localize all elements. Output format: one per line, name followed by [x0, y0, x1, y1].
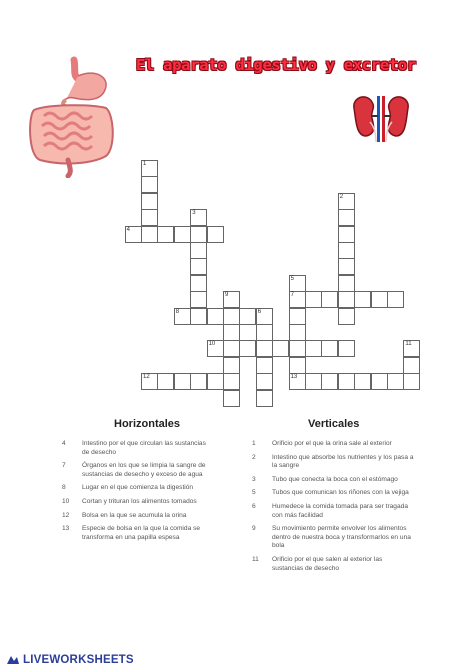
- worksheet-title: El aparato digestivo y excretor: [136, 56, 416, 74]
- crossword-cell[interactable]: [207, 340, 224, 357]
- crossword-cell[interactable]: [141, 373, 158, 390]
- clue-v-9: 9 Su movimiento permite envolver los alimentos dentro de nuestra boca y transformarlos en una bola: [252, 525, 411, 550]
- clue-v-2: 2 Intestino que absorbe los nutrientes y los pasa a la sangre: [252, 453, 414, 470]
- cell-number: 7: [290, 292, 294, 299]
- crossword-cell[interactable]: [371, 291, 388, 308]
- crossword-cell[interactable]: [174, 373, 191, 390]
- crossword-cell[interactable]: [272, 340, 289, 357]
- crossword-cell[interactable]: [321, 340, 338, 357]
- crossword-cell[interactable]: [256, 324, 273, 341]
- crossword-cell[interactable]: [403, 373, 420, 390]
- crossword-cell[interactable]: [256, 373, 273, 390]
- crossword-cell[interactable]: [338, 275, 355, 292]
- crossword-cell[interactable]: [190, 275, 207, 292]
- crossword-cell[interactable]: [239, 308, 256, 325]
- crossword-cell[interactable]: [338, 291, 355, 308]
- footer-brand: LIVEWORKSHEETS: [23, 654, 134, 666]
- crossword-cell[interactable]: [321, 291, 338, 308]
- crossword-cell[interactable]: [289, 373, 306, 390]
- crossword-cell[interactable]: [289, 291, 306, 308]
- crossword-cell[interactable]: [174, 308, 191, 325]
- vertical-clue-list: [252, 440, 414, 578]
- crossword-cell[interactable]: [141, 176, 158, 193]
- crossword-cell[interactable]: [223, 357, 240, 374]
- clue-v-6: 6 Humedece la comida tomada para ser tragada con más facilidad: [252, 502, 408, 519]
- crossword-cell[interactable]: [305, 291, 322, 308]
- crossword-cell[interactable]: [223, 291, 240, 308]
- crossword-cell[interactable]: [289, 340, 306, 357]
- crossword-cell[interactable]: [354, 291, 371, 308]
- crossword-cell[interactable]: [338, 226, 355, 243]
- crossword-cell[interactable]: [371, 373, 388, 390]
- crossword-cell[interactable]: [305, 340, 322, 357]
- crossword-cell[interactable]: [338, 308, 355, 325]
- crossword-cell[interactable]: [256, 390, 273, 407]
- cell-number: 4: [126, 226, 130, 233]
- clue-h-10: 10 Cortan y trituran los alimentos tomados: [62, 497, 197, 505]
- vertical-heading: Verticales: [308, 418, 360, 430]
- crossword-cell[interactable]: [321, 373, 338, 390]
- crossword-cell[interactable]: [190, 209, 207, 226]
- crossword-cell[interactable]: [190, 258, 207, 275]
- crossword-cell[interactable]: [256, 308, 273, 325]
- crossword-cell[interactable]: [387, 373, 404, 390]
- clue-h-7: 7 Órganos en los que se limpia la sangre de sustancias de desecho y exceso de agua: [62, 462, 206, 478]
- clue-h-4: 4 Intestino por el que circulan las sustancias de desecho: [62, 440, 206, 456]
- crossword-cell[interactable]: [239, 340, 256, 357]
- horizontal-heading: Horizontales: [114, 418, 181, 430]
- crossword-cell[interactable]: [223, 373, 240, 390]
- crossword-cell[interactable]: [141, 160, 158, 177]
- crossword-cell[interactable]: [141, 209, 158, 226]
- clue-v-11: 11 Orificio por el que salen al exterior las sustancias de desecho: [252, 555, 383, 572]
- cell-number: 10: [208, 341, 216, 348]
- crossword-cell[interactable]: [190, 226, 207, 243]
- cell-number: 5: [290, 275, 294, 282]
- cell-number: 12: [143, 374, 150, 381]
- crossword-cell[interactable]: [256, 340, 273, 357]
- cell-number: 1: [143, 161, 147, 167]
- crossword-cell[interactable]: [403, 340, 420, 357]
- crossword-cell[interactable]: [338, 193, 355, 210]
- crossword-cell[interactable]: [190, 291, 207, 308]
- crossword-cell[interactable]: [157, 373, 174, 390]
- clue-v-5: 5 Tubos que comunican los riñones con la vejiga: [252, 489, 409, 497]
- clue-h-12: 12 Bolsa en la que se acumula la orina: [62, 511, 187, 519]
- crossword-cell[interactable]: [207, 373, 224, 390]
- crossword-cell[interactable]: [223, 390, 240, 407]
- cell-number: 11: [405, 341, 412, 348]
- crossword-cell[interactable]: [338, 242, 355, 259]
- crossword-cell[interactable]: [289, 308, 306, 325]
- crossword-cell[interactable]: [157, 226, 174, 243]
- cell-number: 2: [339, 193, 344, 200]
- crossword-cell[interactable]: [354, 373, 371, 390]
- crossword-cell[interactable]: [190, 373, 207, 390]
- crossword-cell[interactable]: [403, 357, 420, 374]
- crossword-cell[interactable]: [141, 193, 158, 210]
- crossword-cell[interactable]: [338, 209, 355, 226]
- clue-v-3: 3 Tubo que conecta la boca con el estómago: [252, 475, 398, 483]
- crossword-cell[interactable]: [223, 340, 240, 357]
- crossword-cell[interactable]: [190, 308, 207, 325]
- crossword-cell[interactable]: [190, 242, 207, 259]
- crossword-cell[interactable]: [223, 308, 240, 325]
- clue-h-8: 8 Lugar en el que comienza la digestión: [62, 484, 194, 492]
- crossword-cell[interactable]: [256, 357, 273, 374]
- crossword-cell[interactable]: [289, 357, 306, 374]
- horizontal-clue-list: [62, 440, 212, 547]
- crossword-cell[interactable]: [289, 275, 306, 292]
- crossword-cell[interactable]: [338, 373, 355, 390]
- clue-h-13: 13 Especie de bolsa en la que la comida se transforma en una papilla espesa: [62, 525, 201, 541]
- liveworksheets-logo-icon: [6, 654, 20, 666]
- crossword-cell[interactable]: [174, 226, 191, 243]
- clue-v-1: 1 Orificio por el que la orina sale al exterior: [252, 440, 392, 447]
- crossword-cell[interactable]: [125, 226, 142, 243]
- cell-number: 6: [257, 308, 262, 315]
- crossword-cell[interactable]: [207, 308, 224, 325]
- crossword-cell[interactable]: [141, 226, 158, 243]
- liveworksheets-footer[interactable]: [6, 654, 134, 666]
- cell-number: 8: [175, 308, 180, 315]
- crossword-cell[interactable]: [289, 324, 306, 341]
- cell-number: 13: [290, 374, 298, 381]
- crossword-cell[interactable]: [387, 291, 404, 308]
- crossword-cell[interactable]: [338, 258, 355, 275]
- crossword-cell[interactable]: [207, 226, 224, 243]
- cell-number: 9: [225, 292, 229, 299]
- cell-number: 3: [192, 210, 196, 217]
- crossword-cell[interactable]: [223, 324, 240, 341]
- crossword-cell[interactable]: [338, 340, 355, 357]
- crossword-cell[interactable]: [305, 373, 322, 390]
